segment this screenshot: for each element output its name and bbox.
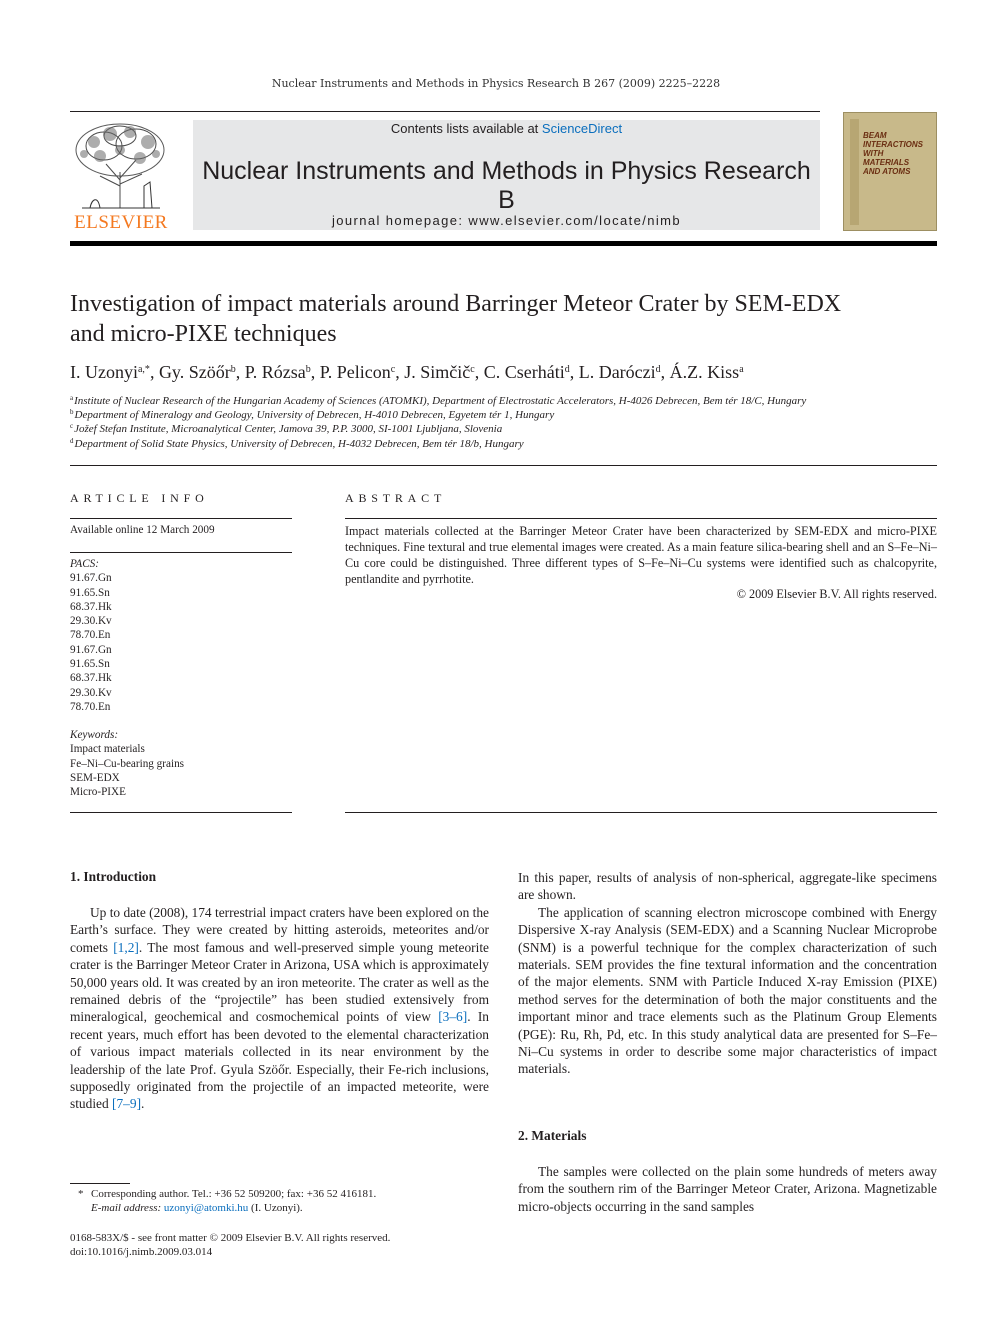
abstract-copyright: © 2009 Elsevier B.V. All rights reserved. [736, 587, 937, 601]
affiliation-key: d [70, 437, 74, 445]
article-info-rule [70, 552, 292, 553]
keywords-label: Keywords: [70, 729, 119, 741]
journal-citation: Nuclear Instruments and Methods in Physics Research B 267 (2009) 2225–2228 [271, 77, 721, 90]
affiliation [70, 422, 940, 435]
author-name: P. Pelicon [319, 362, 391, 382]
reference-link[interactable]: [1,2] [113, 939, 139, 955]
author-sep: , [660, 362, 670, 382]
abstract-text: Impact materials collected at the Barringer Meteor Crater have been characterized by SEM-EDX and micro-PIXE techniques. Fine textural and true elemental images were created. As a main feature silica-bearing shell and an S–Fe–Ni–Cu core could be distinguished. Three different types of S–Fe–Ni–Cu systems were identified such as chalcopyrite, pentlandite and pyrrhotite. [345, 524, 937, 586]
author-sep: , [569, 362, 579, 382]
email-label: E-mail address: [91, 1202, 164, 1214]
keyword: SEM-EDX [70, 771, 120, 784]
author-affil-mark[interactable]: b [230, 364, 236, 375]
doi-line[interactable]: doi:10.1016/j.nimb.2009.03.014 [70, 1246, 213, 1258]
header-rule [70, 111, 820, 112]
abstract-rule [345, 518, 937, 519]
article-info-rule [70, 518, 292, 519]
abstract-bottom-rule [345, 812, 937, 813]
keyword: Micro-PIXE [70, 786, 126, 799]
journal-homepage-link[interactable]: journal homepage: www.elsevier.com/locate/nimb [331, 213, 682, 228]
pacs-code: 91.67.Gn [70, 572, 112, 585]
contents-prefix: Contents lists available at [390, 121, 542, 136]
author-name: I. Uzonyi [70, 362, 138, 382]
cover-title [863, 131, 923, 176]
cover-line: AND ATOMS [863, 167, 911, 176]
right-column-intro [518, 869, 937, 1078]
author-sep: , [149, 362, 159, 382]
cover-band [850, 119, 859, 225]
intro-text: Up to date (2008), 174 terrestrial impact craters have been explored on the Earth’s surface. They were created by hitting asteroids, meteorites and/or comets [70, 905, 489, 955]
affiliation-text: Department of Mineralogy and Geology, University of Debrecen, H-4010 Debrecen, Egyetem tér 1, Hungary [74, 409, 555, 421]
affiliation-text: Jožef Stefan Institute, Microanalytical Center, Jamova 39, P.P. 3000, SI-1001 Ljubljana, Slovenia [74, 423, 503, 435]
pacs-code: 91.67.Gn [70, 643, 112, 656]
keyword: Impact materials [70, 743, 145, 756]
body-paragraph: In this paper, results of analysis of non-spherical, aggregate-like specimens are shown. [518, 870, 937, 903]
affiliation-key: c [70, 422, 74, 430]
materials-paragraph [518, 1163, 937, 1215]
author-sep: , [474, 362, 484, 382]
affiliation [70, 394, 940, 407]
affiliation-key: b [70, 408, 74, 416]
pacs-block [70, 557, 292, 714]
footnote-rule [70, 1183, 130, 1184]
pacs-label: PACS: [70, 558, 100, 570]
affiliation-key: a [70, 394, 74, 402]
author-sep: , [395, 362, 405, 382]
author-list [70, 362, 940, 383]
section-heading-introduction: 1. Introduction [70, 869, 157, 884]
body-paragraph: The samples were collected on the plain some hundreds of meters away from the southern rim of the Barringer Meteor Crater, Arizona. Magnetizable micro-objects occurring in the sand samples [518, 1164, 937, 1214]
email-suffix: (I. Uzonyi). [248, 1202, 303, 1214]
email-line [91, 1201, 491, 1215]
section-heading-materials: 2. Materials [518, 1128, 587, 1143]
issn-line: 0168-583X/$ - see front matter © 2009 Elsevier B.V. All rights reserved. [70, 1232, 391, 1244]
pacs-code: 78.70.En [70, 629, 111, 642]
author-name: L. Daróczi [578, 362, 656, 382]
affiliation-text: Department of Solid State Physics, University of Debrecen, H-4032 Debrecen, Bem tér 18/b, Hungary [74, 438, 524, 450]
masthead-thick-rule [70, 241, 937, 246]
title-line: and micro-PIXE techniques [70, 321, 337, 347]
author-affil-mark[interactable]: b [305, 364, 311, 375]
keywords-block [70, 728, 292, 799]
author-name: J. Simčič [404, 362, 471, 382]
reference-link[interactable]: [3–6] [438, 1009, 468, 1025]
intro-text: . In recent years, much effort has been devoted to the elemental characterization of various impact materials collected in its near environment by the leadership of the late Prof. Gyula Szöőr. Especially, their Fe-rich inclusions, supposedly originated from the projectile of an impacted meteorite, were studied [70, 1009, 489, 1112]
reference-link[interactable]: [7–9] [112, 1096, 142, 1112]
pacs-code: 68.37.Hk [70, 672, 112, 685]
journal-cover-icon [843, 112, 937, 231]
intro-text: . The most famous and well-preserved simple young meteorite crater is the Barringer Meteor Crater in Arizona, USA which is approximately 50,000 years old. It was created by an iron meteorite. The crater as well as the remained debris of the “projectile” has been studied extensively from mineralogical, geochemical and cosmochemical points of view [70, 939, 489, 1025]
corresponding-author-note: Corresponding author. Tel.: +36 52 509200; fax: +36 52 416181. [91, 1188, 377, 1200]
pacs-code: 68.37.Hk [70, 600, 112, 613]
author-affil-mark[interactable]: a [739, 364, 744, 375]
author-name: Á.Z. Kiss [669, 362, 740, 382]
pacs-code: 91.65.Sn [70, 586, 110, 599]
cover-line: BEAM [863, 131, 887, 140]
pacs-code: 91.65.Sn [70, 658, 110, 671]
email-link[interactable]: uzonyi@atomki.hu [163, 1202, 249, 1214]
affiliation-text: Institute of Nuclear Research of the Hungarian Academy of Sciences (ATOMKI), Department of Electrostatic Accelerators, H-4026 Debrecen, Bem tér 18/C, Hungary [74, 395, 807, 407]
author-affil-mark[interactable]: a,* [137, 364, 150, 375]
footnote-star: * [78, 1188, 84, 1200]
author-name: C. Cserháti [483, 362, 565, 382]
article-title [70, 289, 940, 349]
affiliation [70, 437, 940, 450]
sciencedirect-link[interactable]: ScienceDirect [541, 121, 623, 136]
keyword: Fe–Ni–Cu-bearing grains [70, 757, 185, 770]
cover-line: WITH [863, 149, 884, 158]
affiliation [70, 408, 940, 421]
article-info-bottom-rule [70, 812, 292, 813]
journal-title: Nuclear Instruments and Methods in Physics Research B [202, 157, 811, 214]
author-affil-mark[interactable]: c [470, 364, 475, 375]
intro-paragraph [70, 904, 489, 1113]
intro-text: . [141, 1096, 145, 1112]
author-affil-mark[interactable]: c [390, 364, 396, 375]
pacs-code: 29.30.Kv [70, 615, 112, 628]
available-online-date: Available online 12 March 2009 [70, 524, 215, 536]
article-info-heading: ARTICLE INFO [70, 491, 209, 505]
author-affil-mark[interactable]: d [564, 364, 570, 375]
author-name: P. Rózsa [244, 362, 306, 382]
author-sep: , [310, 362, 320, 382]
abstract-heading: ABSTRACT [345, 491, 447, 505]
cover-line: INTERACTIONS [863, 140, 923, 149]
author-name: Gy. Szöőr [158, 362, 231, 382]
author-affil-mark[interactable]: d [655, 364, 661, 375]
pacs-code: 29.30.Kv [70, 686, 112, 699]
title-line: Investigation of impact materials around Barringer Meteor Crater by SEM-EDX [70, 291, 842, 317]
cover-line: MATERIALS [863, 158, 910, 167]
pacs-code: 78.70.En [70, 700, 111, 713]
contents-line [193, 121, 820, 136]
author-sep: , [235, 362, 245, 382]
affiliations-rule [70, 465, 937, 466]
body-paragraph: The application of scanning electron microscope combined with Energy Dispersive X-ray Analysis (SEM-EDX) and a Scanning Nuclear Microprobe (SNM) is a powerful technique for the complex characterization of such materials. SEM provides the fine textural information and the concentration of the major elements. SNM with Particle Induced X-ray Emission (PIXE) method serves for the determination of both the major constituents and the important minor and trace elements such as the Platinum Group Elements (PGE): Ru, Rh, Pd, etc. In this study analytical data are presented for S–Fe–Ni–Cu systems in order to describe some major characteristics of impact materials. [518, 904, 937, 1077]
publisher-wordmark: ELSEVIER [74, 212, 168, 233]
